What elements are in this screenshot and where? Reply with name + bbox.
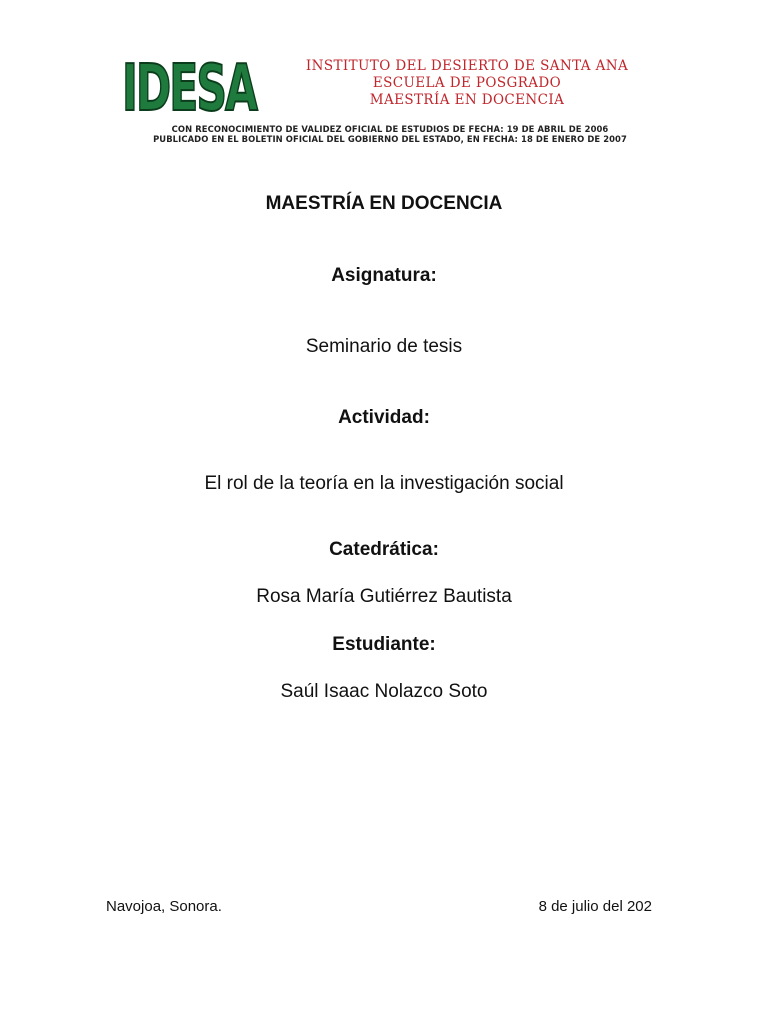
subject-value: Seminario de tesis: [305, 336, 463, 357]
program-title: MAESTRÍA EN DOCENCIA: [265, 193, 503, 214]
professor-value: Rosa María Gutiérrez Bautista: [256, 586, 512, 607]
idesa-logo: [120, 52, 260, 126]
student-label: Estudiante:: [332, 634, 436, 655]
institute-name: INSTITUTO DEL DESIERTO DE SANTA ANA: [305, 58, 629, 74]
subject-label: Asignatura:: [331, 265, 437, 286]
program-name: MAESTRÍA EN DOCENCIA: [369, 92, 565, 108]
recognition-line-1: CON RECONOCIMIENTO DE VALIDEZ OFICIAL DE ESTUDIOS DE FECHA: 19 DE ABRIL DE 2006: [171, 124, 609, 134]
date: 8 de julio del 202: [538, 898, 652, 915]
activity-value: El rol de la teoría en la investigación social: [204, 473, 564, 494]
student-value: Saúl Isaac Nolazco Soto: [280, 681, 488, 702]
professor-label: Catedrática:: [329, 539, 439, 560]
recognition-notice: [100, 124, 680, 144]
location: Navojoa, Sonora.: [106, 898, 222, 915]
school-name: ESCUELA DE POSGRADO: [372, 75, 562, 91]
logo-text: IDESA: [122, 52, 259, 126]
recognition-line-2: PUBLICADO EN EL BOLETIN OFICIAL DEL GOBIERNO DEL ESTADO, EN FECHA: 18 DE ENERO DE 2007: [153, 134, 627, 144]
institute-header: [262, 58, 672, 109]
activity-label: Actividad:: [338, 407, 430, 428]
